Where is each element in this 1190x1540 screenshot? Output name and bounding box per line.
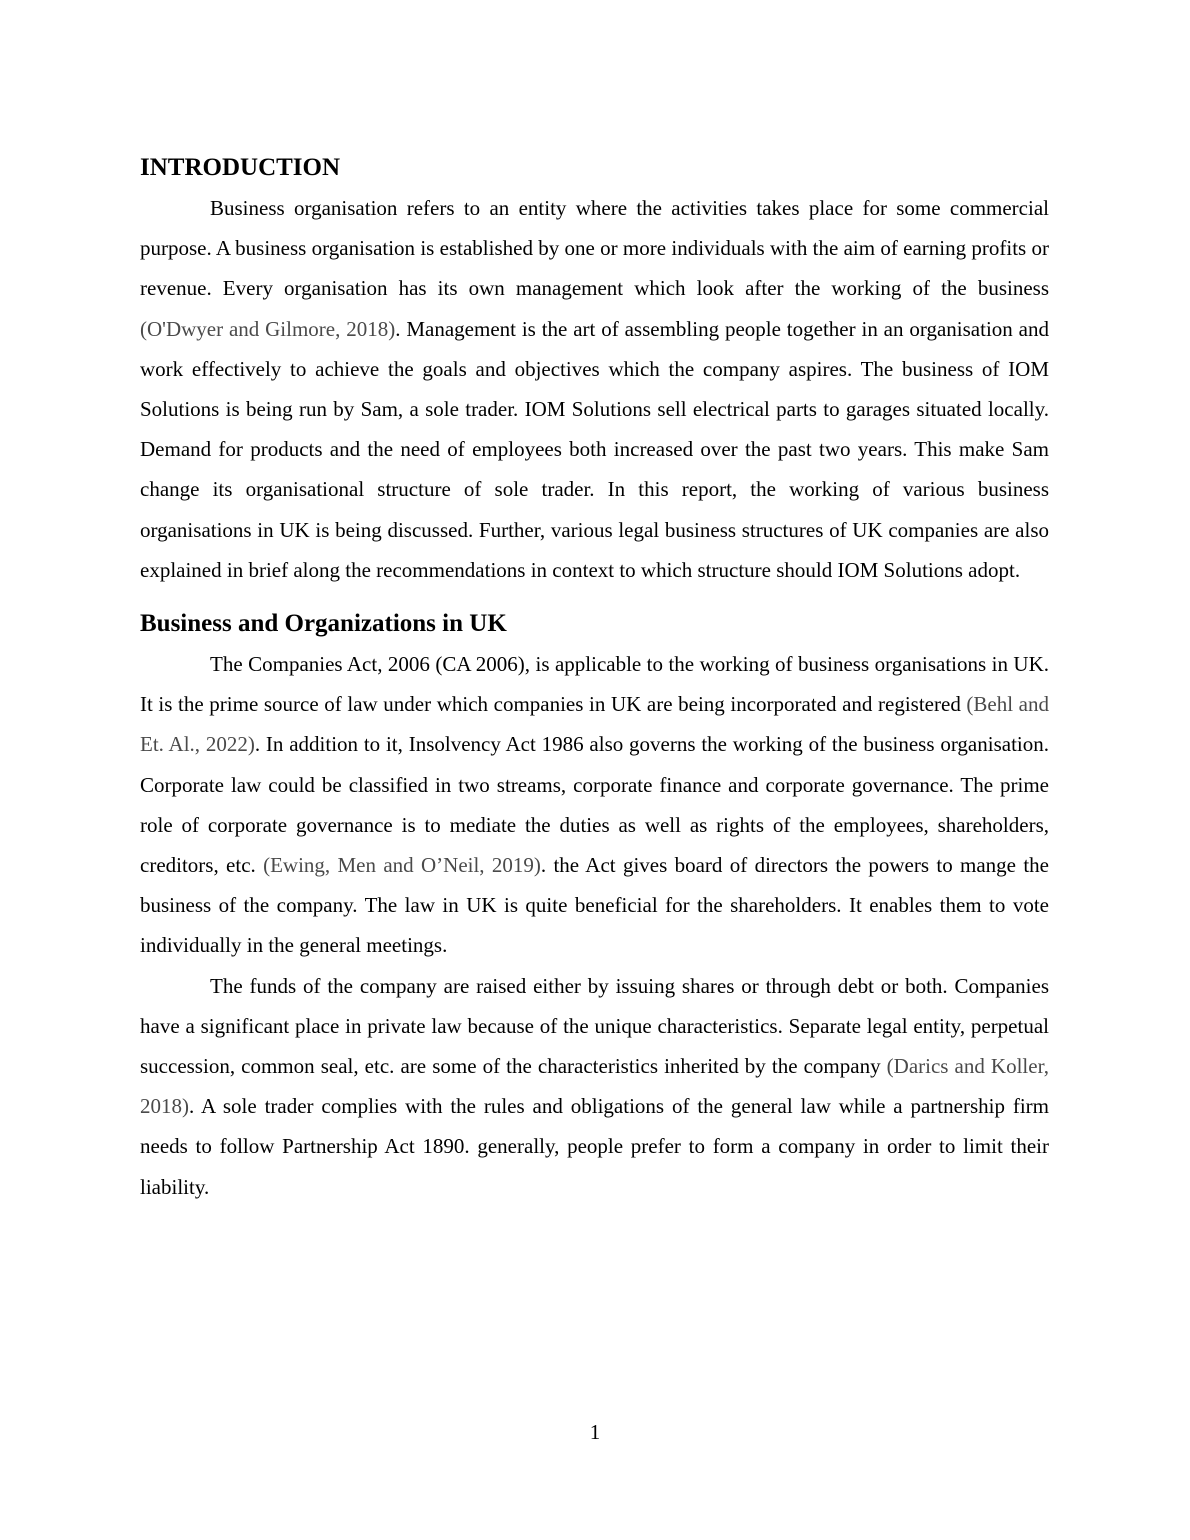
citation: (Behl and Et. Al., 2022)	[140, 692, 1049, 757]
document-page	[140, 148, 1049, 1207]
paragraph-text: . A sole trader complies with the rules and obligations of the general law while a partnership firm needs to follow Partnership Act 1890. generally, people prefer to form a company in order to limit their liability.	[140, 1094, 1049, 1199]
citation: (Darics and Koller, 2018)	[140, 1054, 1049, 1119]
page-number: 1	[589, 1420, 601, 1444]
paragraph-business-1	[140, 644, 1049, 966]
spacer	[140, 590, 1049, 604]
paragraph-introduction	[140, 188, 1049, 590]
paragraph-text: Business organisation refers to an entity where the activities takes place for some commercial purpose. A business organisation is established by one or more individuals with the aim of earning profits or revenue. Every organisation has its own management which look after the working of the business	[140, 196, 1049, 301]
paragraph-text: The funds of the company are raised either by issuing shares or through debt or both. Companies have a significant place in private law because of the unique characteristics. Separate legal entity, perpetual succession, common seal, etc. are some of the characteristics inherited by the company	[140, 973, 1049, 1079]
citation: (O'Dwyer and Gilmore, 2018)	[140, 316, 396, 341]
section-heading-introduction: INTRODUCTION	[140, 154, 341, 181]
paragraph-business-2	[140, 966, 1049, 1207]
paragraph-text: The Companies Act, 2006 (CA 2006), is applicable to the working of business organisations in UK. It is the prime source of law under which companies in UK are being incorporated and registered	[140, 652, 1049, 717]
paragraph-text: . Management is the art of assembling people together in an organisation and work effectively to achieve the goals and objectives which the company aspires. The business of IOM Solutions is being run by Sam, a sole trader. IOM Solutions sell electrical parts to garages situated locally. Demand for products and the need of employees both increased over the past two years. This make Sam change its organisational structure of sole trader. In this report, the working of various business organisations in UK is being discussed. Further, various legal business structures of UK companies are also explained in brief along the recommendations in context to which structure should IOM Solutions adopt.	[140, 316, 1049, 582]
paragraph-text: . In addition to it, Insolvency Act 1986 also governs the working of the business organisation. Corporate law could be classified in two streams, corporate finance and corporate governance. The prime role of corporate governance is to mediate the duties as well as rights of the employees, shareholders, creditors, etc.	[140, 732, 1049, 878]
paragraph-text: . the Act gives board of directors the powers to mange the business of the company. The law in UK is quite beneficial for the shareholders. It enables them to vote individually in the general meetings.	[140, 853, 1049, 958]
section-heading-business: Business and Organizations in UK	[140, 610, 507, 638]
citation: (Ewing, Men and O’Neil, 2019)	[263, 853, 541, 878]
